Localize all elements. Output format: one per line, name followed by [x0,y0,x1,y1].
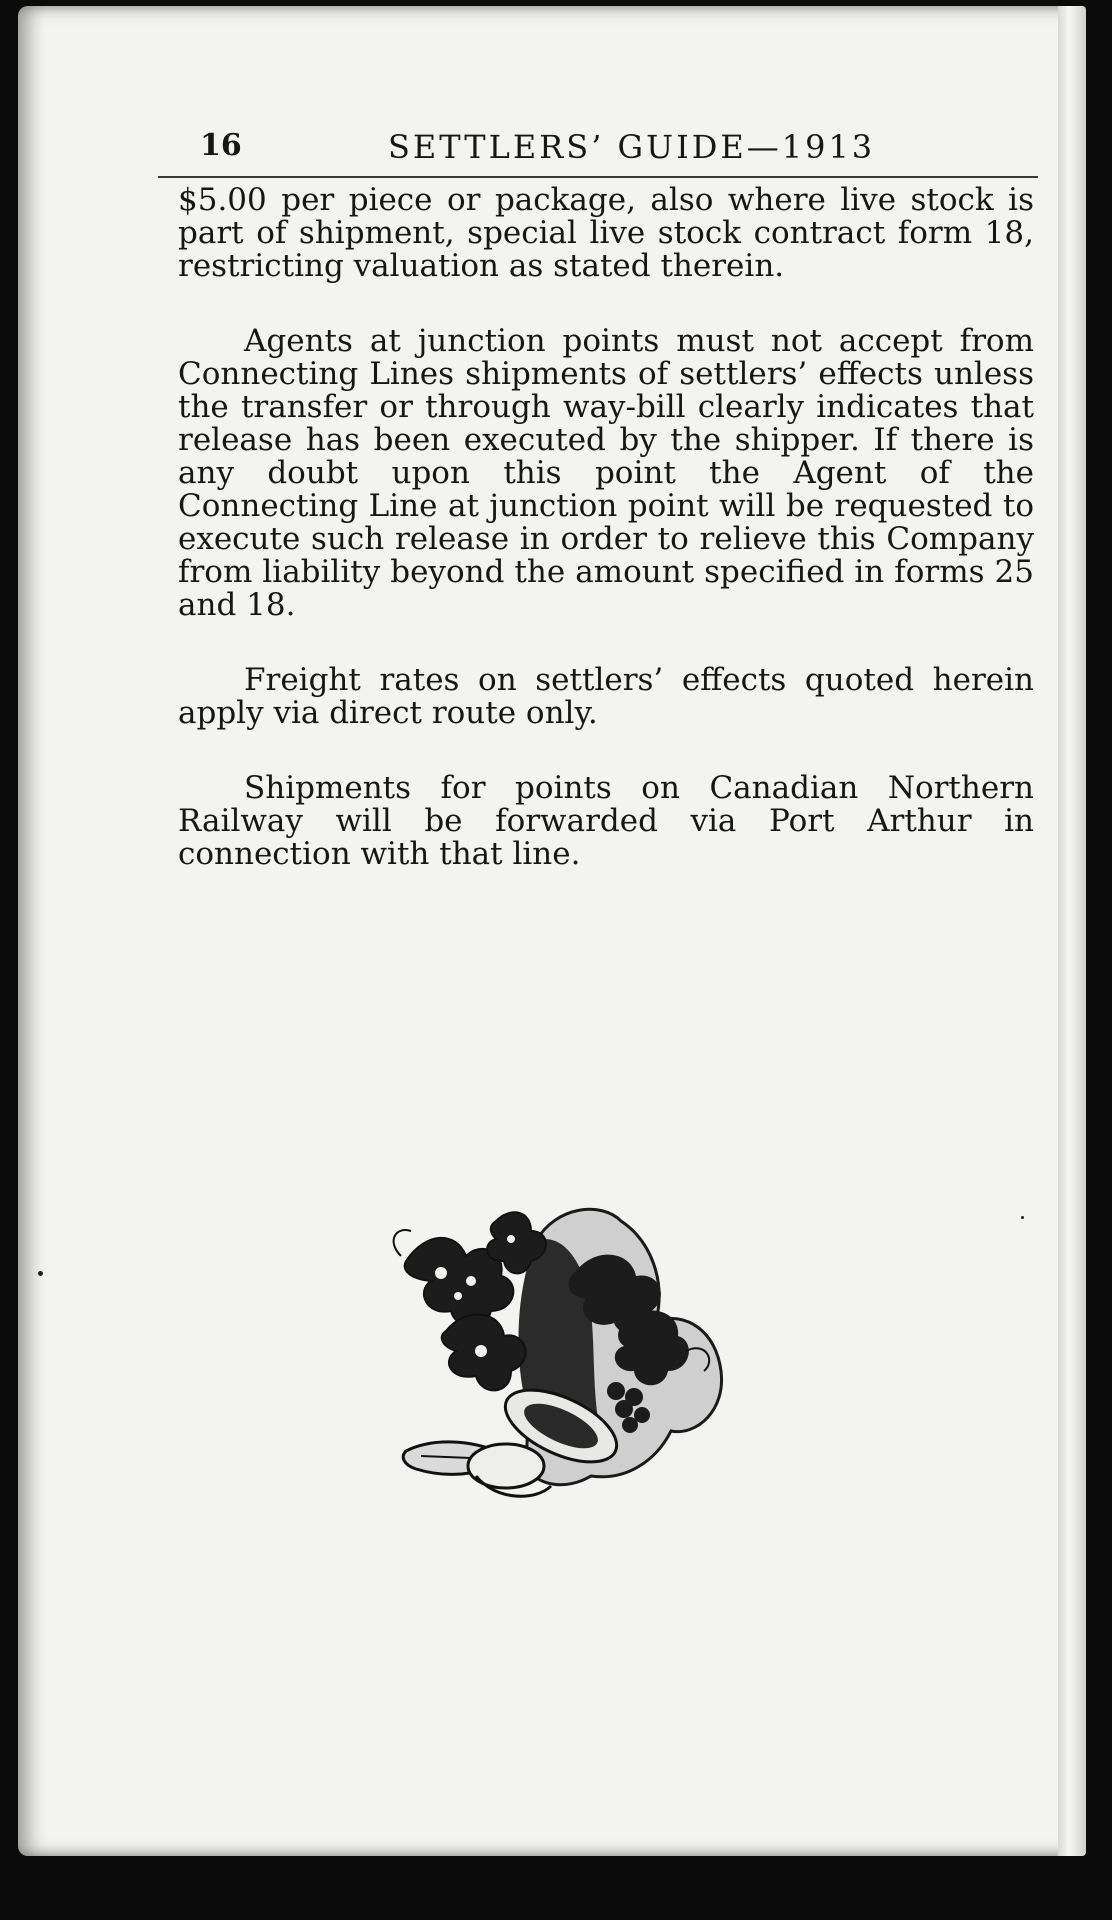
paragraph-continued: $5.00 per piece or package, also where live stock is part of shipment, special live stock contract form 18, restricting valuation as stated therein. [178,182,1034,284]
scan-speck [1021,1216,1024,1219]
cornucopia-harvest-icon [386,1201,786,1516]
paragraph-junction-agents: Agents at junction points must not accept from Connecting Lines shipments of settlers’ effects unless the transfer or through way-bill clearly indicates that release has been executed by the shipper. If there is any doubt upon this point the Agent of the Connecting Line at junction point will be requested to execute such release in order to relieve this Company from liability beyond the amount specified in forms 25 and 18. [178,323,1034,623]
running-title: SETTLERS’ GUIDE—1913 [388,128,876,166]
book-page [18,6,1086,1856]
page-content [158,116,1038,913]
paragraph-freight-rates: Freight rates on settlers’ effects quoted herein apply via direct route only. [178,662,1034,731]
body-text [158,184,1038,871]
page-header [158,116,1038,178]
page-number: 16 [200,128,242,163]
page-edge [1058,6,1086,1856]
paragraph-canadian-northern: Shipments for points on Canadian Northern Railway will be forwarded via Port Arthur in connection with that line. [178,770,1034,872]
scan-speck [38,1271,43,1276]
